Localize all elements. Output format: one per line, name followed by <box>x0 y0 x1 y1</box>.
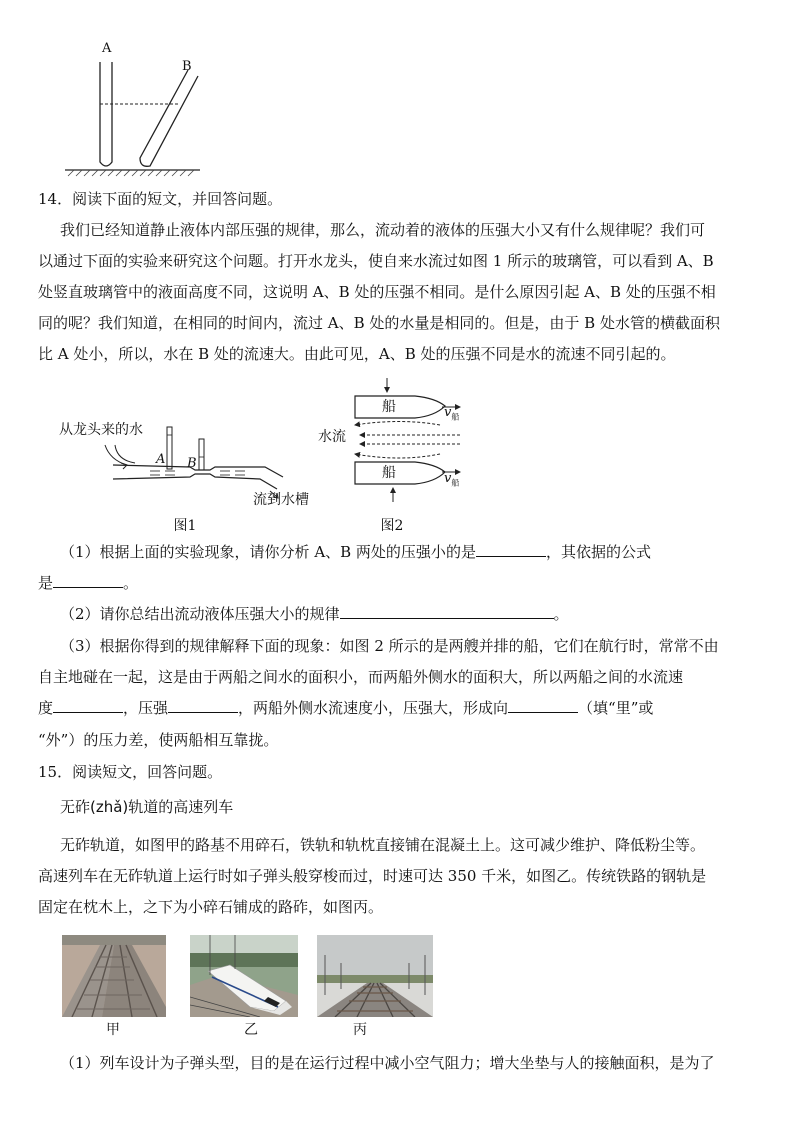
photo-caption-bing: 丙 <box>353 1022 367 1038</box>
q15-sub1-line: （1）列车设计为子弹头型，目的是在运行过程中减小空气阻力；增大坐垫与人的接触面积，是为了 <box>60 1054 715 1072</box>
q14-sub3-line: 度 ，压强 ，两船外侧水流速度小，压强大，形成向 （填“里”或 <box>38 699 654 717</box>
fig2-v-top: $v_船$ <box>444 405 460 422</box>
fig1-inflow-label: 从龙头来的水 <box>59 422 143 438</box>
fig2-v-bottom: $v_船$ <box>444 471 460 488</box>
q15-subtitle: 无砟(zhǎ)轨道的高速列车 <box>60 798 234 816</box>
fig2-current-label: 水流 <box>318 429 346 445</box>
answer-blank[interactable] <box>53 698 123 713</box>
figure-1 <box>55 405 325 535</box>
answer-blank[interactable] <box>476 542 546 557</box>
q14-para-line: 处竖直玻璃管中的液面高度不同，这说明 A、B 处的压强不相同。是什么原因引起 A、B 处的压强不相 <box>38 283 716 301</box>
answer-blank[interactable] <box>168 698 238 713</box>
q14-sub1-line: （1）根据上面的实验现象，请你分析 A、B 两处的压强小的是 ，其依据的公式 <box>60 543 651 561</box>
photo-caption-jia: 甲 <box>106 1022 120 1038</box>
q14-para-line: 以通过下面的实验来研究这个问题。打开水龙头，使自来水流过如图 1 所示的玻璃管，可以看到 A、B <box>38 252 714 270</box>
fig1-a-label: A <box>156 452 166 467</box>
q15-para-line: 无砟轨道，如图甲的路基不用碎石，铁轨和轨枕直接铺在混凝土上。这可减少维护、降低粉尘等。 <box>60 836 706 854</box>
fig1-caption: 图1 <box>173 518 197 534</box>
photo-ballast-track <box>317 935 433 1017</box>
q14-para-line: 比 A 处小，所以，水在 B 处的流速大。由此可见，A、B 处的压强不同是水的流速不同引起的。 <box>38 345 676 363</box>
tube-b-label: B <box>182 59 192 74</box>
figure-2 <box>310 378 480 534</box>
fig1-b-label: B <box>187 456 197 471</box>
photo-bullet-train <box>190 935 298 1017</box>
q14-title: 14．阅读下面的短文，并回答问题。 <box>38 190 283 208</box>
q15-para-line: 高速列车在无砟轨道上运行时如子弹头般穿梭而过，时速可达 350 千米，如图乙。传统铁路的钢轨是 <box>38 867 707 885</box>
tube-a-label: A <box>102 41 112 56</box>
fig2-boat-top-label: 船 <box>382 399 396 415</box>
answer-blank[interactable] <box>340 604 554 619</box>
answer-blank[interactable] <box>508 698 578 713</box>
q14-para-line: 同的呢？我们知道，在相同的时间内，流过 A、B 处的水量是相同的。但是，由于 B 处水管的横截面积 <box>38 314 720 332</box>
q15-para-line: 固定在枕木上，之下为小碎石铺成的路砟，如图丙。 <box>38 898 384 916</box>
q14-sub2-line: （2）请你总结出流动液体压强大小的规律 。 <box>60 605 569 623</box>
answer-blank[interactable] <box>53 573 123 588</box>
q14-sub3-line: 自主地碰在一起，这是由于两船之间水的面积小，而两船外侧水的面积大，所以两船之间的水流速 <box>38 668 684 686</box>
q14-para-line: 我们已经知道静止液体内部压强的规律，那么，流动着的液体的压强大小又有什么规律呢？我们可 <box>60 221 706 239</box>
photo-slab-track <box>62 935 166 1017</box>
q14-sub1-line-2: 是 。 <box>38 574 139 592</box>
photo-caption-yi: 乙 <box>244 1022 258 1038</box>
q14-sub3-line: “外”）的压力差，使两船相互靠拢。 <box>38 731 279 749</box>
fig2-caption: 图2 <box>380 518 404 534</box>
q14-sub3-line: （3）根据你得到的规律解释下面的现象：如图 2 所示的是两艘并排的船，它们在航行时，常常不由 <box>60 637 719 655</box>
fig1-outflow-label: 流到水槽 <box>253 492 309 508</box>
q15-title: 15．阅读短文，回答问题。 <box>38 763 223 781</box>
tubes-figure <box>60 40 210 180</box>
fig2-boat-bottom-label: 船 <box>382 465 396 481</box>
